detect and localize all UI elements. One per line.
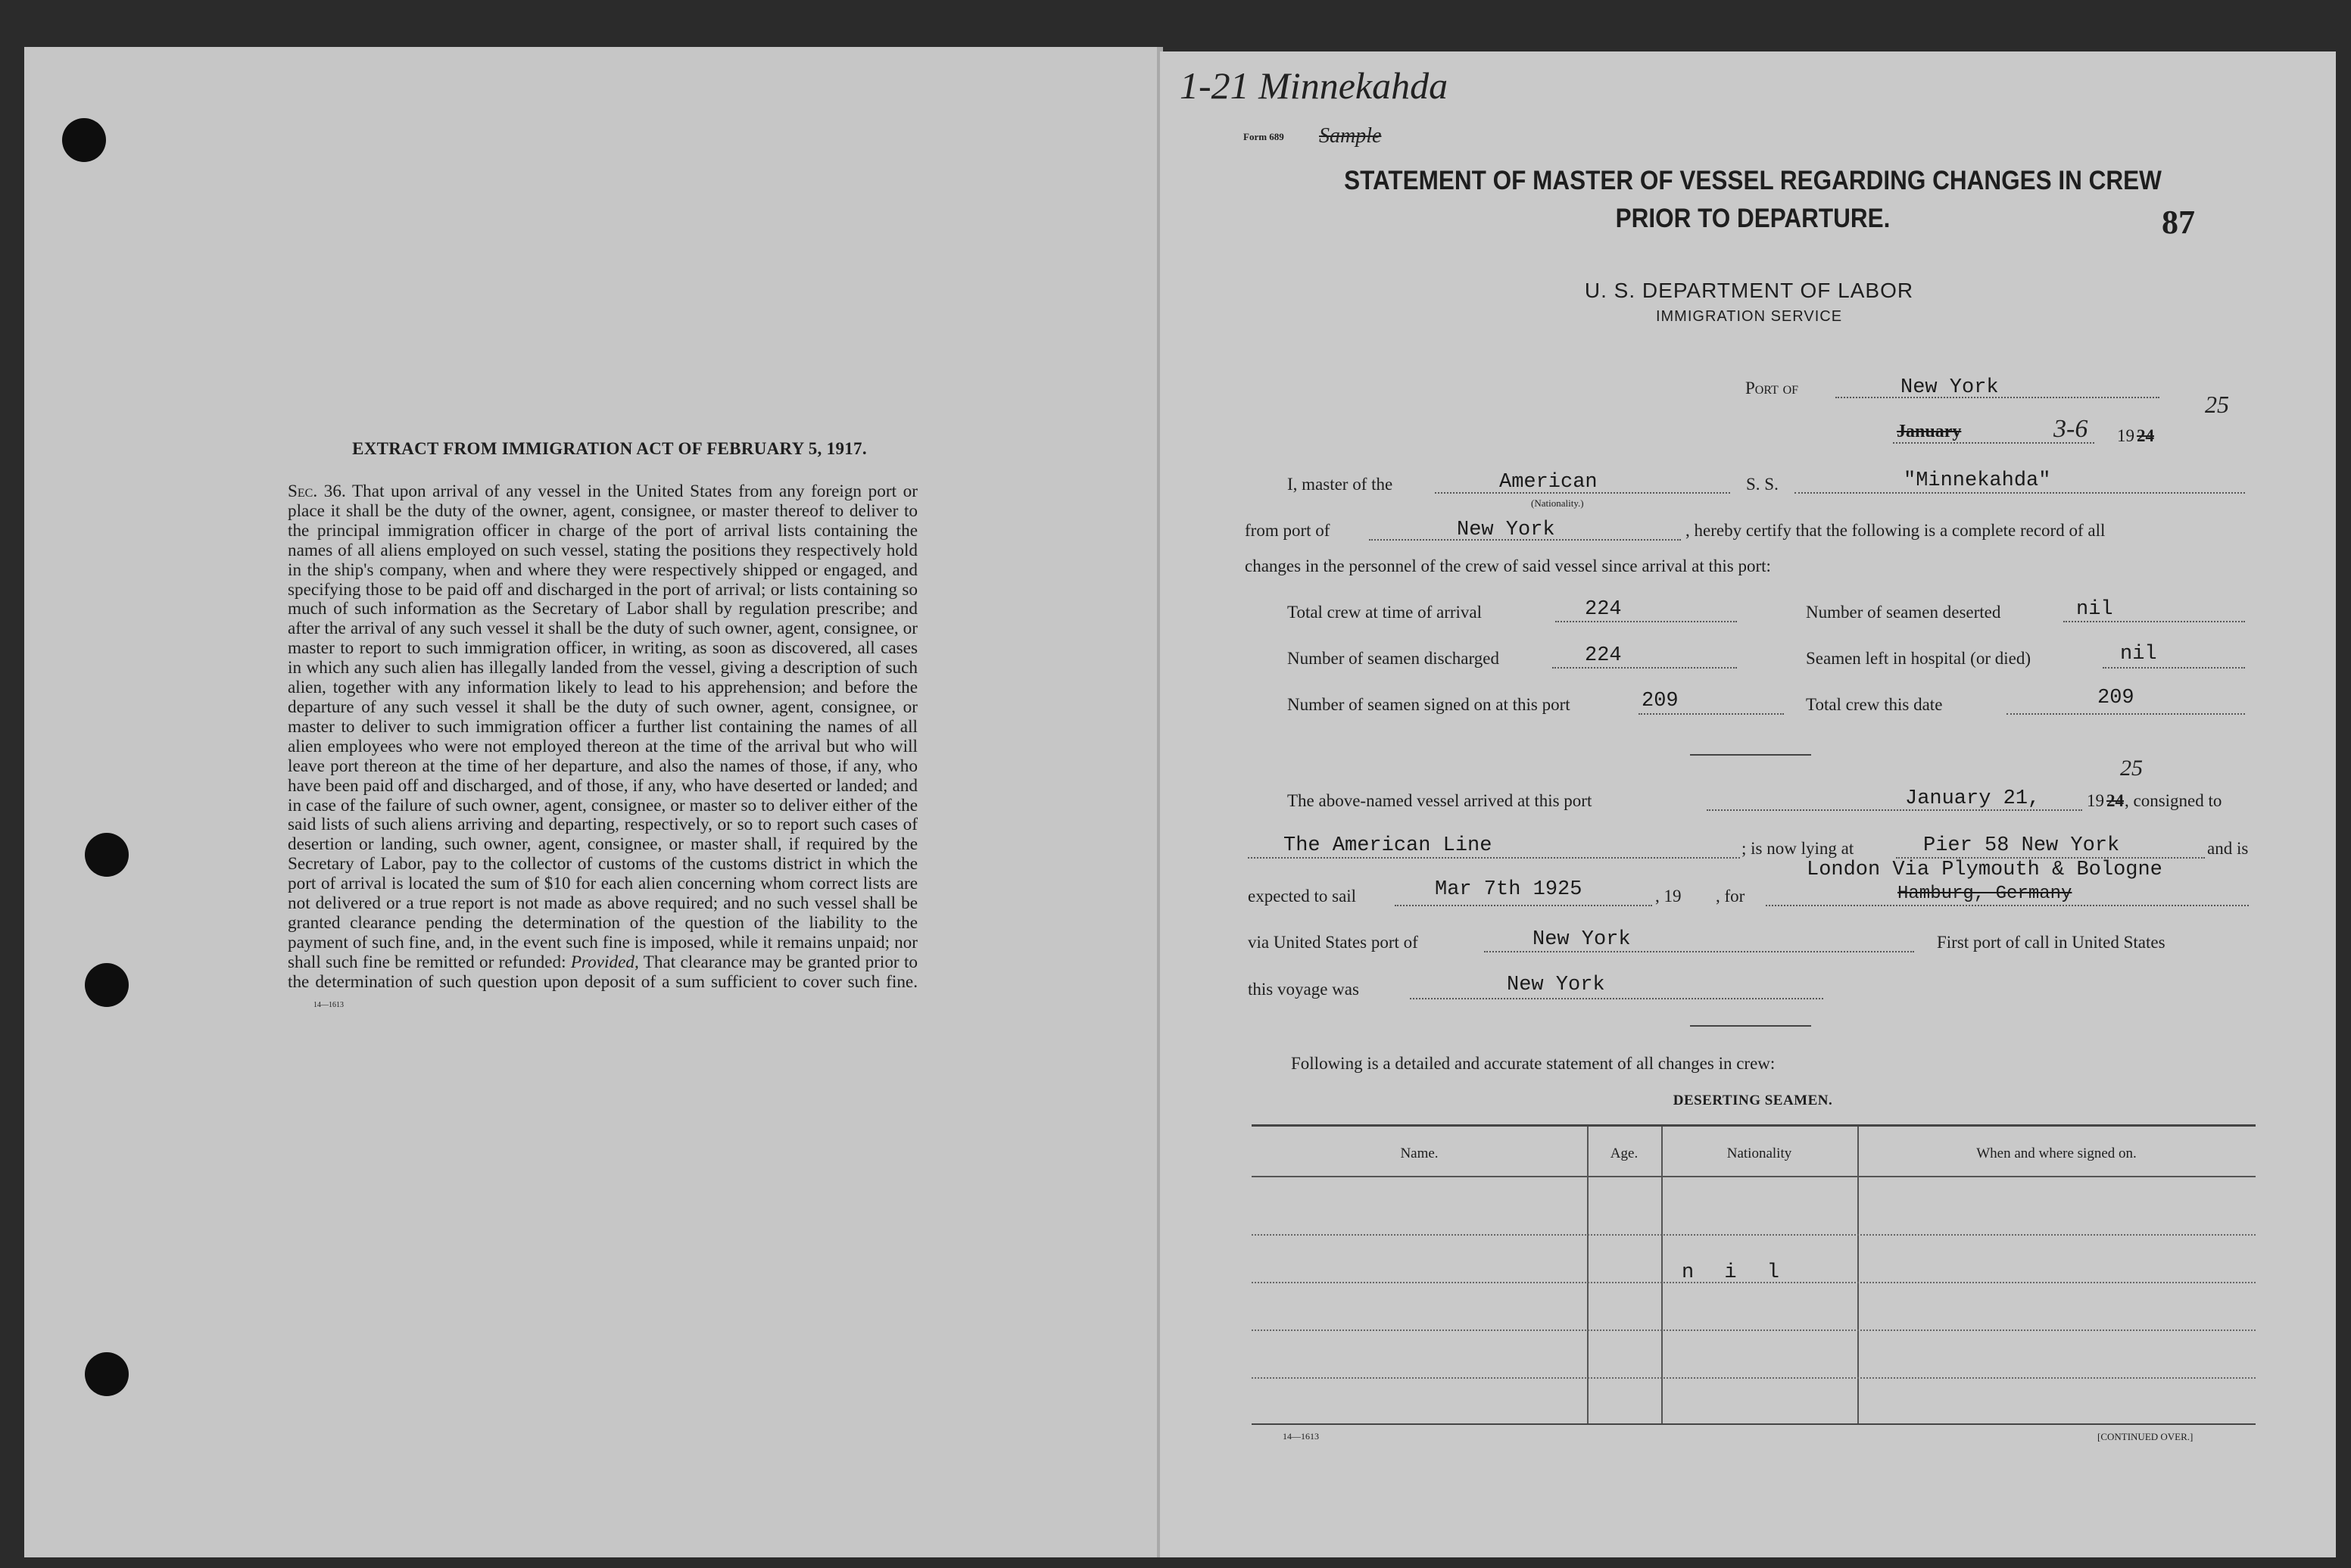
deserting-seamen-table [1252,1124,2256,1425]
consigned-label: , consigned to [2125,791,2222,810]
total-crew-date-label: Total crew this date [1806,695,1943,714]
header-age: Age. [1610,1146,1639,1161]
ss-label: S. S. [1746,475,1779,494]
header-when-where: When and where signed on. [1976,1146,2137,1161]
service-name: IMMIGRATION SERVICE [1655,308,1843,325]
total-crew-arrival-line [1555,621,1737,622]
port-label: Port of [1745,379,1799,397]
via-label: via United States port of [1248,933,1418,952]
date-year-prefix: 19 [2117,426,2134,445]
consignee-value: The American Line [1283,834,1492,857]
section-label: Sec. 36. [288,482,346,501]
total-crew-arrival-label: Total crew at time of arrival [1287,603,1483,622]
table-column-divider [1857,1127,1859,1423]
footer-continued: [CONTINUED OVER.] [2097,1431,2194,1442]
arrived-label: The above-named vessel arrived at this port [1287,791,1592,810]
header-name: Name. [1400,1146,1439,1161]
table-column-divider [1587,1127,1589,1423]
for-label: , for [1716,887,1745,906]
form-label: Form 689 [1243,131,1284,142]
from-port-label: from port of [1245,521,1330,540]
extract-text-part2: That clearance may be granted prior to the determination of such question upon deposit of a sum sufficient to cover such fine. [288,952,918,992]
first-port-label: First port of call in United States [1937,933,2165,952]
voyage-label: this voyage was [1248,980,1359,999]
expected-year: , 19 [1655,887,1682,906]
voyage-value: New York [1507,974,1605,996]
and-is-label: and is [2207,839,2249,858]
form-title-line1: STATEMENT OF MASTER OF VESSEL REGARDING CHANGES IN CREW [1344,166,2162,195]
punch-hole [85,833,129,877]
punch-hole [85,1352,129,1396]
nationality-value: American [1499,471,1598,494]
extract-body [288,482,918,1015]
extract-text-part1: That upon arrival of any vessel in the United States from any foreign port or place it shall be the duty of the owner, agent, consignee, or master thereof to deliver to the principal immigration officer in charge of the port of arrival lists containing the names of all aliens employed on such vessel, stating the positions they respectively hold in the ship's company, when and where they were respectively shipped or engaged, and specifying those to be paid off and discharged in the port of arrival; or lists containing so much of such information as the Secretary of Labor shall by regulation prescribe; and after the arrival of any such vessel it shall be the duty of such owner, agent, consignee, or master to report to such immigration officer, in writing, as soon as discovered, all cases in which any such alien has illegally landed from the vessel, giving a description of such alien, together with any information likely to lead to his apprehension; and before the departure of any such vessel it shall be the duty of such owner, agent, consignee, or master to deliver to such immigration officer a further list containing the names of all alien employees who were not employed thereon at the time of the arrival but who will leave port thereon at the time of her departure, and also the names of those, if any, who have been paid off and discharged, and of those, if any, who have deserted or landed; and in case of the failure of such owner, agent, consignee, or master so to deliver either of the said lists of such aliens arriving and departing, respectively, or so to report such cases of desertion or landing, such owner, agent, consignee, or master shall, if required by the Secretary of Labor, pay to the collector of customs of the customs district in which the port of arrival is located the sum of $10 for each alien concerning whom correct lists are not delivered or a true report is not made as above required; and no such vessel shall be granted clearance pending the determination of the question of the liability to the payment of such fine, and, in the event such fine is imposed, while it remains unpaid; nor shall such fine be remitted or refunded: [288,482,918,972]
arrived-year-handwritten: 25 [2120,756,2143,781]
expected-line [1395,905,1652,906]
certify-text: , hereby certify that the following is a complete record of all [1685,521,2106,540]
discharged-label: Number of seamen discharged [1287,649,1499,668]
punch-hole [85,963,129,1007]
date-year-handwritten: 25 [2205,391,2229,418]
consignee-line [1248,857,1740,859]
total-crew-date-line [2006,713,2245,715]
lying-label: ; is now lying at [1741,839,1854,858]
following-text: Following is a detailed and accurate statement of all changes in crew: [1291,1054,1776,1073]
changes-text: changes in the personnel of the crew of said vessel since arrival at this port: [1245,556,1771,575]
deserted-line [2063,621,2245,622]
hospital-label: Seamen left in hospital (or died) [1806,649,2031,668]
hospital-line [2103,667,2245,669]
arrived-value: January 21, [1905,787,2041,810]
deserted-label: Number of seamen deserted [1806,603,2001,622]
date-handwritten: 3-6 [2053,415,2088,443]
table-column-divider [1661,1127,1663,1423]
provided-word: Provided, [570,952,639,972]
extract-title: EXTRACT FROM IMMIGRATION ACT OF FEBRUARY 5, 1917. [352,439,867,458]
total-crew-arrival-value: 224 [1585,598,1622,621]
lying-value: Pier 58 New York [1923,834,2120,857]
total-crew-date-value: 209 [2097,687,2134,709]
via-value: New York [1533,928,1631,951]
table-header-rule [1252,1176,2256,1177]
arrived-year-struck: 24 [2106,791,2124,810]
port-value: New York [1900,376,1999,399]
deserted-value: nil [2076,598,2113,621]
table-row [1252,1234,2256,1236]
header-nationality: Nationality [1726,1146,1792,1161]
form-title [1344,162,2162,238]
extract-code: 14—1613 [313,1000,344,1009]
destination-line [1766,905,2249,906]
form-title-line2: PRIOR TO DEPARTURE. [1615,204,1891,233]
destination-value: London Via Plymouth & Bologne [1807,859,2162,881]
footer-code: 14—1613 [1283,1431,1319,1442]
date-struck: January [1897,422,1962,441]
signed-on-line [1639,713,1784,715]
ship-name: "Minnekahda" [1904,469,2051,492]
ship-line [1794,492,2245,494]
nationality-caption: (Nationality.) [1531,497,1584,509]
divider-rule-2 [1690,1025,1811,1027]
signed-on-label: Number of seamen signed on at this port [1287,695,1570,714]
handwritten-header: 1-21 Minnekahda [1180,64,1448,107]
form-struck-note: Sample [1319,124,1382,148]
signed-on-value: 209 [1642,690,1679,712]
punch-hole [62,118,106,162]
discharged-value: 224 [1585,644,1622,667]
deserting-title: DESERTING SEAMEN. [1673,1093,1833,1108]
hospital-value: nil [2120,643,2157,666]
voyage-line [1410,998,1823,999]
table-row [1252,1330,2256,1331]
divider-rule [1690,754,1811,756]
table-entry-nil: n i l [1682,1261,1789,1284]
discharged-line [1552,667,1737,669]
expected-value: Mar 7th 1925 [1435,878,1582,901]
date-year-struck: 24 [2137,426,2154,445]
page-number: 87 [2162,204,2195,241]
destination-struck: Hamburg, Germany [1897,884,2072,904]
via-line [1484,951,1914,952]
from-port-value: New York [1457,519,1555,541]
expected-label: expected to sail [1248,887,1357,906]
arrived-year-prefix: 19 [2087,791,2104,810]
table-row [1252,1377,2256,1379]
department-name: U. S. DEPARTMENT OF LABOR [1584,279,1914,302]
master-prefix: I, master of the [1287,475,1393,494]
